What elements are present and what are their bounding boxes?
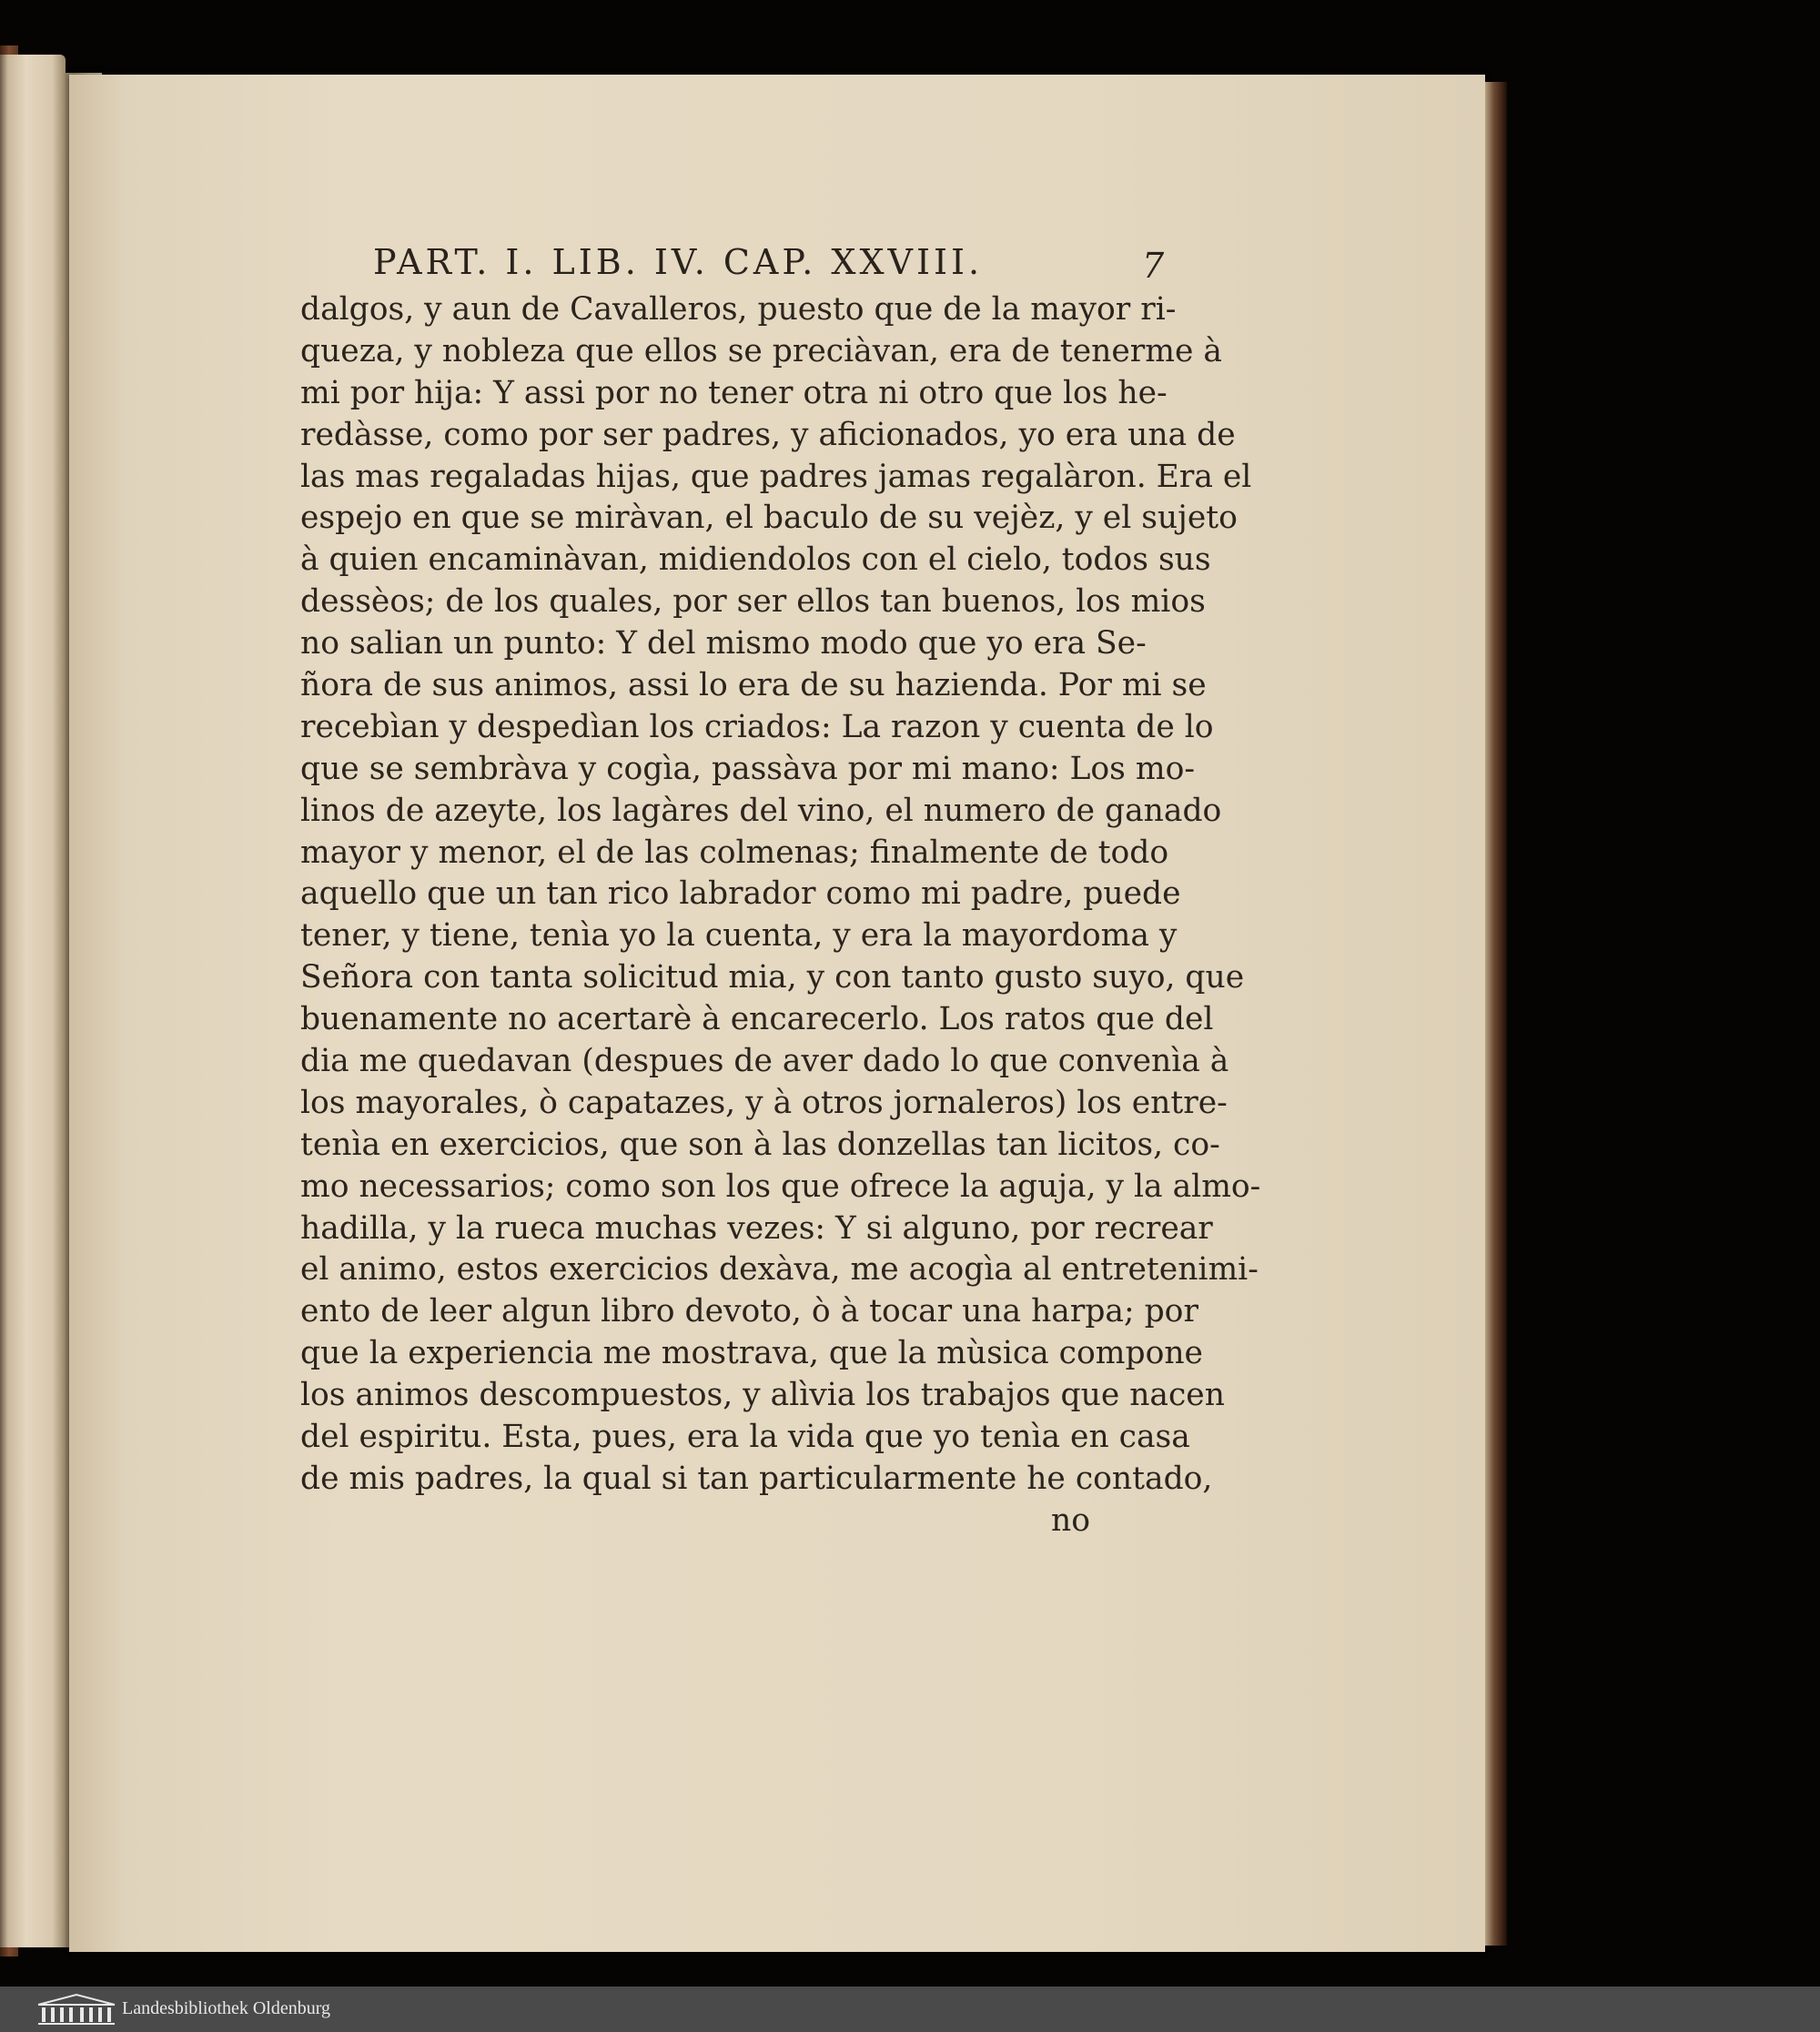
- text-line: dessèos; de los quales, por ser ellos tan buenos, los mios: [300, 583, 1206, 621]
- page-number: 7: [1142, 246, 1165, 286]
- text-line: dia me quedavan (despues de aver dado lo que convenìa à: [300, 1043, 1229, 1080]
- left-page-leaf: [0, 55, 66, 1947]
- body-text: [300, 289, 1261, 1542]
- text-line: del espiritu. Esta, pues, era la vida que yo tenìa en casa: [300, 1419, 1190, 1456]
- text-line: redàsse, como por ser padres, y aficionados, yo era una de: [300, 416, 1236, 453]
- text-line: hadilla, y la rueca muchas vezes: Y si alguno, por recrear: [300, 1209, 1213, 1247]
- text-line: recebìan y despedìan los criados: La razon y cuenta de lo: [300, 708, 1214, 745]
- footer-bar: [0, 1987, 1820, 2032]
- text-line: que la experiencia me mostrava, que la mùsica compone: [300, 1335, 1203, 1372]
- text-line: Señora con tanta solicitud mia, y con tanto gusto suyo, que: [300, 959, 1245, 996]
- text-line: queza, y nobleza que ellos se preciàvan, era de tenerme à: [300, 332, 1222, 369]
- text-line: no salian un punto: Y del mismo modo que yo era Se-: [300, 625, 1147, 662]
- text-line: tenìa en exercicios, que son à las donzellas tan licitos, co-: [300, 1126, 1220, 1163]
- text-line: linos de azeyte, los lagàres del vino, el numero de ganado: [300, 792, 1222, 829]
- text-line: à quien encaminàvan, midiendolos con el cielo, todos sus: [300, 541, 1211, 579]
- text-line: las mas regaladas hijas, que padres jamas regalàron. Era el: [300, 458, 1252, 495]
- library-building-icon: [35, 1992, 118, 2027]
- library-name: Landesbibliothek Oldenburg: [122, 1998, 331, 2018]
- text-line: mo necessarios; como son los que ofrece la aguja, y la almo-: [300, 1168, 1261, 1205]
- text-line: espejo en que se miràvan, el baculo de su vejèz, y el sujeto: [300, 500, 1238, 537]
- running-head: PART. I. LIB. IV. CAP. XXVIII.: [373, 242, 984, 282]
- text-line: dalgos, y aun de Cavalleros, puesto que de la mayor ri-: [300, 291, 1177, 328]
- page-header: [373, 242, 1174, 288]
- catchword: no: [1051, 1501, 1090, 1539]
- text-line: ento de leer algun libro devoto, ò à tocar una harpa; por: [300, 1293, 1198, 1330]
- text-line: mayor y menor, el de las colmenas; finalmente de todo: [300, 834, 1169, 871]
- text-line: los mayorales, ò capatazes, y à otros jornaleros) los entre-: [300, 1084, 1228, 1121]
- text-line: que se sembràva y cogìa, passàva por mi mano: Los mo-: [300, 750, 1195, 787]
- text-line: buenamente no acertarè à encarecerlo. Los ratos que del: [300, 1001, 1214, 1038]
- text-line: aquello que un tan rico labrador como mi padre, puede: [300, 875, 1181, 913]
- text-line: de mis padres, la qual si tan particularmente he contado,: [300, 1460, 1213, 1497]
- text-line: ñora de sus animos, assi lo era de su hazienda. Por mi se: [300, 667, 1207, 704]
- text-line: los animos descompuestos, y alìvia los trabajos que nacen: [300, 1377, 1225, 1414]
- text-line: mi por hija: Y assi por no tener otra ni otro que los he-: [300, 374, 1168, 411]
- text-line: el animo, estos exercicios dexàva, me acogìa al entretenimi-: [300, 1251, 1259, 1289]
- right-page-edge: [1485, 82, 1507, 1946]
- text-line: tener, y tiene, tenìa yo la cuenta, y era la mayordoma y: [300, 917, 1178, 955]
